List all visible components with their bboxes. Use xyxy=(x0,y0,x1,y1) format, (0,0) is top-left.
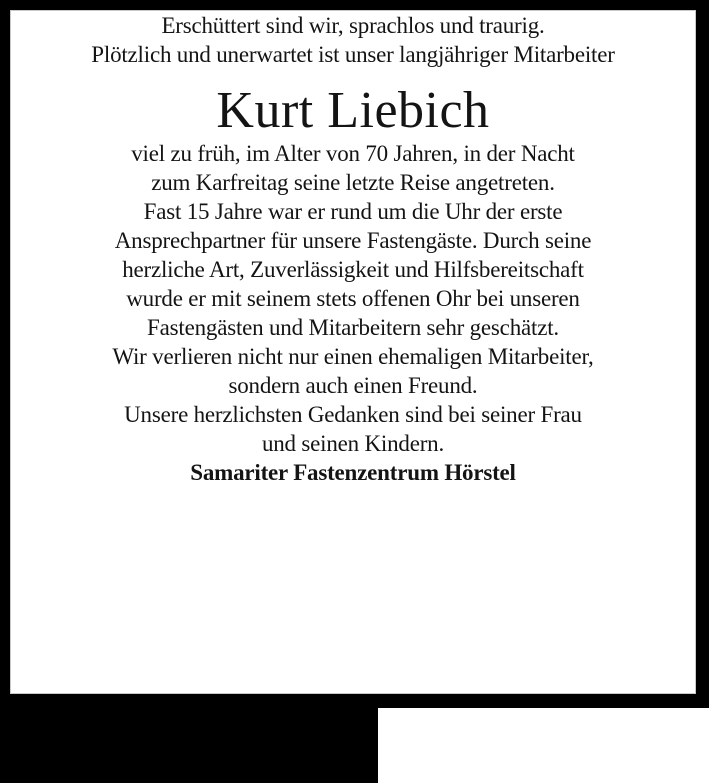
tribute-line-5: Fastengästen und Mitarbeitern sehr geschätzt. xyxy=(147,315,559,340)
opening-line xyxy=(11,11,695,40)
intro-line xyxy=(11,40,695,69)
bottom-right-white-block xyxy=(378,708,709,783)
death-line-2: zum Karfreitag seine letzte Reise angetreten. xyxy=(151,170,555,195)
tribute-line-1: Fast 15 Jahre war er rund um die Uhr der erste xyxy=(143,199,563,224)
tribute-paragraph xyxy=(11,197,695,342)
condolence-line-1: Unsere herzlichsten Gedanken sind bei seiner Frau xyxy=(124,402,582,427)
death-line-1: viel zu früh, im Alter von 70 Jahren, in der Nacht xyxy=(131,141,575,166)
tribute-line-3: herzliche Art, Zuverlässigkeit und Hilfsbereitschaft xyxy=(122,257,584,282)
death-paragraph xyxy=(11,139,695,197)
tribute-line-2: Ansprechpartner für unsere Fastengäste. Durch seine xyxy=(114,228,592,253)
intro-text: Plötzlich und unerwartet ist unser langjähriger Mitarbeiter xyxy=(91,42,615,67)
loss-line-1: Wir verlieren nicht nur einen ehemaligen Mitarbeiter, xyxy=(112,344,594,369)
tribute-line-4: wurde er mit seinem stets offenen Ohr bei unseren xyxy=(126,286,580,311)
loss-line-2: sondern auch einen Freund. xyxy=(228,373,478,398)
signature-organization: Samariter Fastenzentrum Hörstel xyxy=(190,460,516,485)
opening-text: Erschüttert sind wir, sprachlos und traurig. xyxy=(161,13,545,38)
deceased-name: Kurt Liebich xyxy=(216,82,490,139)
condolence-paragraph xyxy=(11,400,695,458)
loss-paragraph xyxy=(11,342,695,400)
condolence-line-2: und seinen Kindern. xyxy=(261,431,445,456)
obituary-card xyxy=(10,10,696,694)
